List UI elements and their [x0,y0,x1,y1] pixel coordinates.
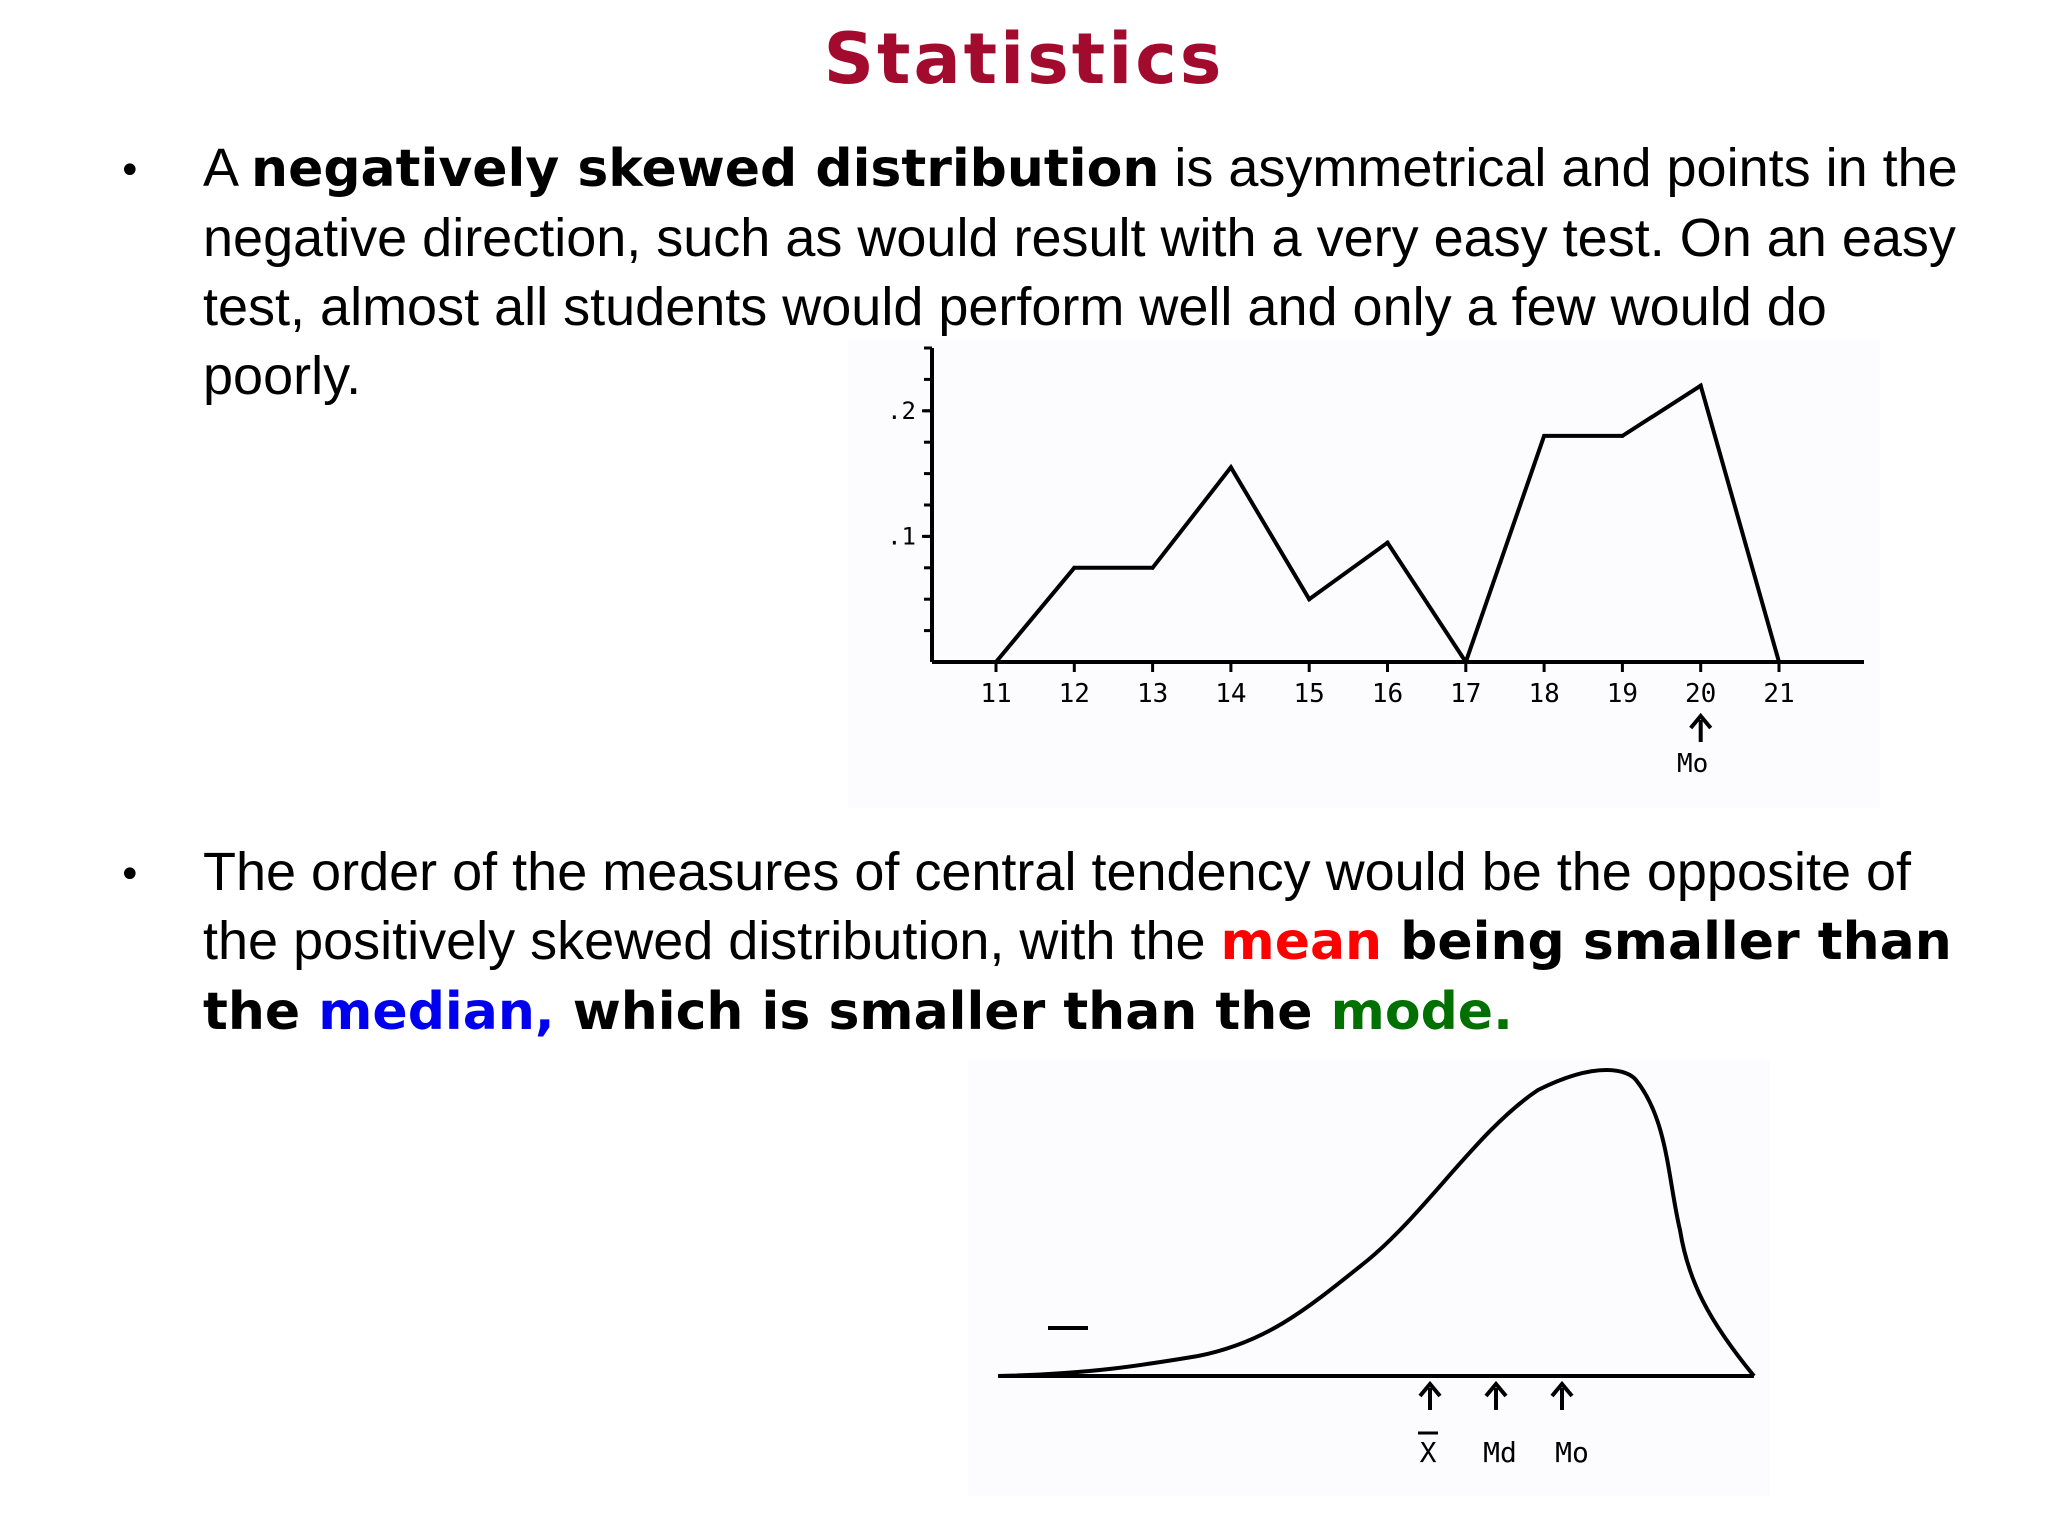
bullet-text-central-tendency [203,838,1983,1047]
x-tick-label: 21 [1763,679,1795,709]
x-tick-label: 12 [1058,679,1090,709]
text-segment: mean [1220,912,1383,972]
x-tick-label: 20 [1685,679,1717,709]
x-tick-label: 19 [1606,679,1639,709]
x-tick-label: 13 [1136,679,1169,709]
bullet-marker: • [118,852,142,898]
data-point [994,660,998,664]
x-tick-label: 15 [1293,679,1325,709]
x-tick-label: 11 [980,679,1012,709]
data-point [1151,566,1155,570]
skewed-curve-chart [968,1060,1770,1496]
slide-title: Statistics [823,18,1225,100]
data-point [1307,597,1311,601]
y-tick-label: .1 [887,522,916,551]
text-segment: A [203,138,252,198]
data-point [1542,434,1546,438]
y-tick-label: .2 [887,396,916,425]
x-tick-label: 17 [1450,679,1482,709]
text-segment: median, [318,982,555,1042]
x-tick-label: 18 [1528,679,1560,709]
data-point [1620,434,1624,438]
polygon-chart-panel [848,340,1880,808]
text-segment: being smaller than the [203,912,1952,1042]
median-label: Md [1483,1436,1517,1469]
x-tick-label: 14 [1215,679,1247,709]
mean-label: X [1419,1436,1437,1469]
text-segment: is asymmetrical and points in the negative direction, such as would result with a very easy test. On an easy test, almost all students would perform well and only a few would do poorly. [203,138,1958,406]
data-point [1464,660,1468,664]
text-segment: The order of the measures of central tendency would be the opposite of the positively skewed distribution, with the [203,842,1912,971]
mode-label: Mo [1677,749,1709,779]
skewed-curve [998,1070,1754,1376]
text-segment: which is smaller than the [554,982,1331,1042]
mode-label: Mo [1555,1436,1589,1469]
polygon-series-line [996,386,1779,662]
text-segment: mode. [1330,982,1513,1042]
skew-curve-panel [968,1060,1770,1496]
data-point [1072,566,1076,570]
data-point [1777,660,1781,664]
bullet-marker: • [118,148,142,194]
data-point [1229,465,1233,469]
frequency-polygon-chart [848,340,1880,808]
data-point [1699,384,1703,388]
text-segment: negatively skewed distribution [251,139,1160,199]
data-point [1386,541,1390,545]
x-tick-label: 16 [1371,679,1404,709]
